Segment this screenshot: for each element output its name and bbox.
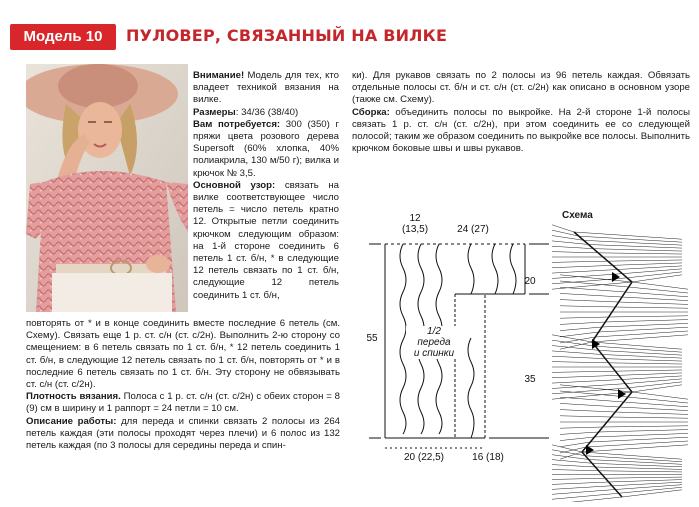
scheme-loop-left [560,416,611,417]
scheme-loop-right [615,485,682,490]
scheme-loop-right [615,412,688,414]
dim-bottom-width: 20 (22,5) [403,452,445,463]
scheme-loop-left [560,281,629,287]
scheme-loop-right [605,320,688,322]
model-number-badge: Модель 10 [10,24,116,50]
scheme-loop-right [622,297,688,301]
schematic-label: 1/2 переда и спинки [406,326,462,359]
scheme-loop-left [560,287,625,292]
scheme-loop-right [592,335,688,342]
scheme-loop-right [622,376,682,380]
scheme-loop-left [552,261,608,262]
scheme-loop-left [552,465,595,467]
assembly-text: объединить полосы по выкройке. На 2-й стороне 1-й полосы связать 1 р. ст. с/н (ст. с/2н), при этом соединить ее со следующей полосой; таким же образом соединить по выкройке все полосы. Выполнить крючком боковые швы и швы рукавов. [352,106,690,155]
scheme-loop-right [625,292,688,297]
dim-bottom-right: 16 (18) [472,452,504,463]
scheme-loop-right [602,355,682,359]
scheme-loop-left [552,380,622,384]
scheme-loop-right [620,407,689,411]
page-title: ПУЛОВЕР, СВЯЗАННЫЙ НА ВИЛКЕ [126,26,448,45]
scheme-loop-left [560,397,624,402]
scheme-loop-left [552,265,613,267]
scheme-loop-left [560,306,615,307]
scheme-loop-left [552,246,593,248]
scheme-loop-right [622,490,682,497]
attention-label: Внимание! [193,70,245,81]
sizes-text: : 34/36 (38/40) [235,106,299,118]
scheme-loop-left [560,322,605,324]
scheme-loop-right [608,260,682,261]
intro-text-block [193,70,339,302]
model-photo [26,64,188,312]
scheme-loop-right [611,417,688,418]
scheme-loop-right [605,359,682,361]
scheme-loop-right [613,263,682,265]
scheme-loop-left [552,362,609,363]
work-label: Описание работы: [26,415,117,427]
scheme-loop-right [595,467,682,469]
density-label: Плотность вязания. [26,391,121,403]
scheme-loop-left [560,432,599,434]
scheme-loop-left [552,388,629,394]
scheme-loop-right [599,327,688,332]
attention-text: Модель для тех, кто владеет техникой вязания на вилке. [193,70,339,106]
scheme-loop-right [582,452,682,459]
scheme-loop-left [552,371,615,372]
scheme-loop-left [552,270,618,274]
scheme-loop-left [560,403,620,407]
scheme-loop-right [619,487,682,493]
scheme-loop-right [618,266,683,270]
scheme-loop-left [560,437,595,441]
scheme-title: Схема [562,210,593,221]
scheme-loop-left [552,490,615,495]
scheme-loop-left [552,356,605,358]
scheme-loop-left [552,497,622,502]
scheme-loop-right [595,331,688,337]
scheme-loop-right [593,249,682,251]
scheme-loop-left [552,375,619,377]
pattern-text: связать на вилке соответствующее число петель = число петель кратно 12. Открытые петли соединить крючком следующим образом: на 1-й стороне соединить 6 петель 1 ст. б/н, * в следующие 12 петель связать по 1 ст. б/н, следующие 12 петель соединить 1 ст. б/н, [193,179,339,301]
scheme-loop-left [552,482,609,484]
scheme-loop-right [609,316,688,317]
scheme-loop-right [589,245,683,249]
scheme-loop-left [560,327,602,331]
scheme-join-marker [618,389,626,399]
stitch-scheme [552,222,692,502]
scheme-loop-right [582,445,688,452]
scheme-loop-right [602,323,688,327]
scheme-loop-left [560,427,603,428]
pattern-label: Основной узор: [193,179,276,191]
scheme-loop-left [552,351,602,355]
assembly-label: Сборка: [352,106,390,118]
work-text: для переда и спинки связать 2 полосы из 264 петель каждая (эти полосы проходят через плечи) и 6 полос из 132 петель каждая (по 3 полосы для середины переда и спин- [26,415,341,452]
scheme-loop-right [598,253,682,254]
scheme-loop-right [574,232,682,239]
scheme-loop-left [552,470,599,471]
sizes-label: Размеры [193,106,236,118]
scheme-loop-right [603,426,688,427]
scheme-loop-right [619,302,688,304]
scheme-loop-right [584,240,682,245]
dim-total-length: 55 [366,333,378,344]
scheme-loop-left [552,486,612,490]
scheme-loop-left [560,317,609,318]
scheme-loop-left [560,391,628,397]
dim-shoulder-width: 24 (27) [457,224,489,235]
pattern-continuation: повторять от * и в конце соединить вместе последние 6 петель (см. Схему). Связать еще 1 р. ст. с/н (ст. с/2н). Выполнить 2-ю сторону со смещением: в 6 петель связать по 1 ст. б/н, * 12 петель соединить 1 ст. б/н, в следующие 12 петель связать по 1 ст. б/н, повторять от * и в последние 6 петель связать по 1 ст. б/н. Эту сторону не обвязывать ст. с/н (ст. с/2н). [26,318,340,391]
scheme-loop-right [609,480,682,482]
scheme-spine [574,232,632,497]
scheme-loop-left [552,478,605,479]
scheme-loop-right [586,441,688,447]
scheme-loop-right [609,363,682,364]
scheme-loop-right [579,236,682,242]
dim-neck-width: 12 (13,5) [401,213,429,235]
scheme-loop-right [595,433,689,437]
dim-armhole-height: 20 [524,276,536,287]
scheme-loop-left [552,460,592,464]
scheme-loop-left [560,332,599,337]
scheme-loop-right [592,342,682,349]
scheme-loop-left [560,293,622,297]
materials-label: Вам потребуется: [193,118,281,130]
scheme-loop-right [605,477,682,478]
scheme-loop-right [632,275,682,282]
dim-side-length: 35 [524,374,536,385]
scheme-loop-left [560,410,615,412]
scheme-loop-right [619,373,682,375]
work-continuation: ки). Для рукавов связать по 2 полосы из 96 петель каждая. Обвязать отдельные полосы ст. б/н и ст. с/н (ст. с/2н) как описано в основном узоре (также см. Схему). [352,70,690,106]
assembly-text-block [352,70,690,155]
scheme-loop-right [599,471,682,472]
scheme-loop-right [615,307,688,308]
scheme-loop-right [590,437,688,442]
materials-text: 300 (350) г пряжи цвета розового дерева Supersoft (60% хлопка, 40% полиакрила, 130 м/50 г); вилка и крючок № 3,5. [193,118,339,179]
scheme-loop-right [595,346,682,352]
scheme-loop-right [624,402,688,407]
density-text: Полоса с 1 р. ст. с/н (ст. с/2н) с обеих сторон = 8 (9) см в ширину и 1 раппорт = 24 петли = 10 см. [26,391,340,415]
scheme-loop-left [560,300,619,302]
scheme-loop-right [615,370,682,371]
scheme-loop-left [552,346,599,351]
scheme-loop-left [552,340,595,346]
scheme-loop-left [552,241,589,245]
scheme-loop-right [585,456,682,462]
scheme-loop-left [560,442,590,447]
scheme-loop-left [552,252,598,253]
scheme-loop-right [632,385,682,392]
instructions-text-block [26,318,340,452]
scheme-loop-right [599,430,688,432]
